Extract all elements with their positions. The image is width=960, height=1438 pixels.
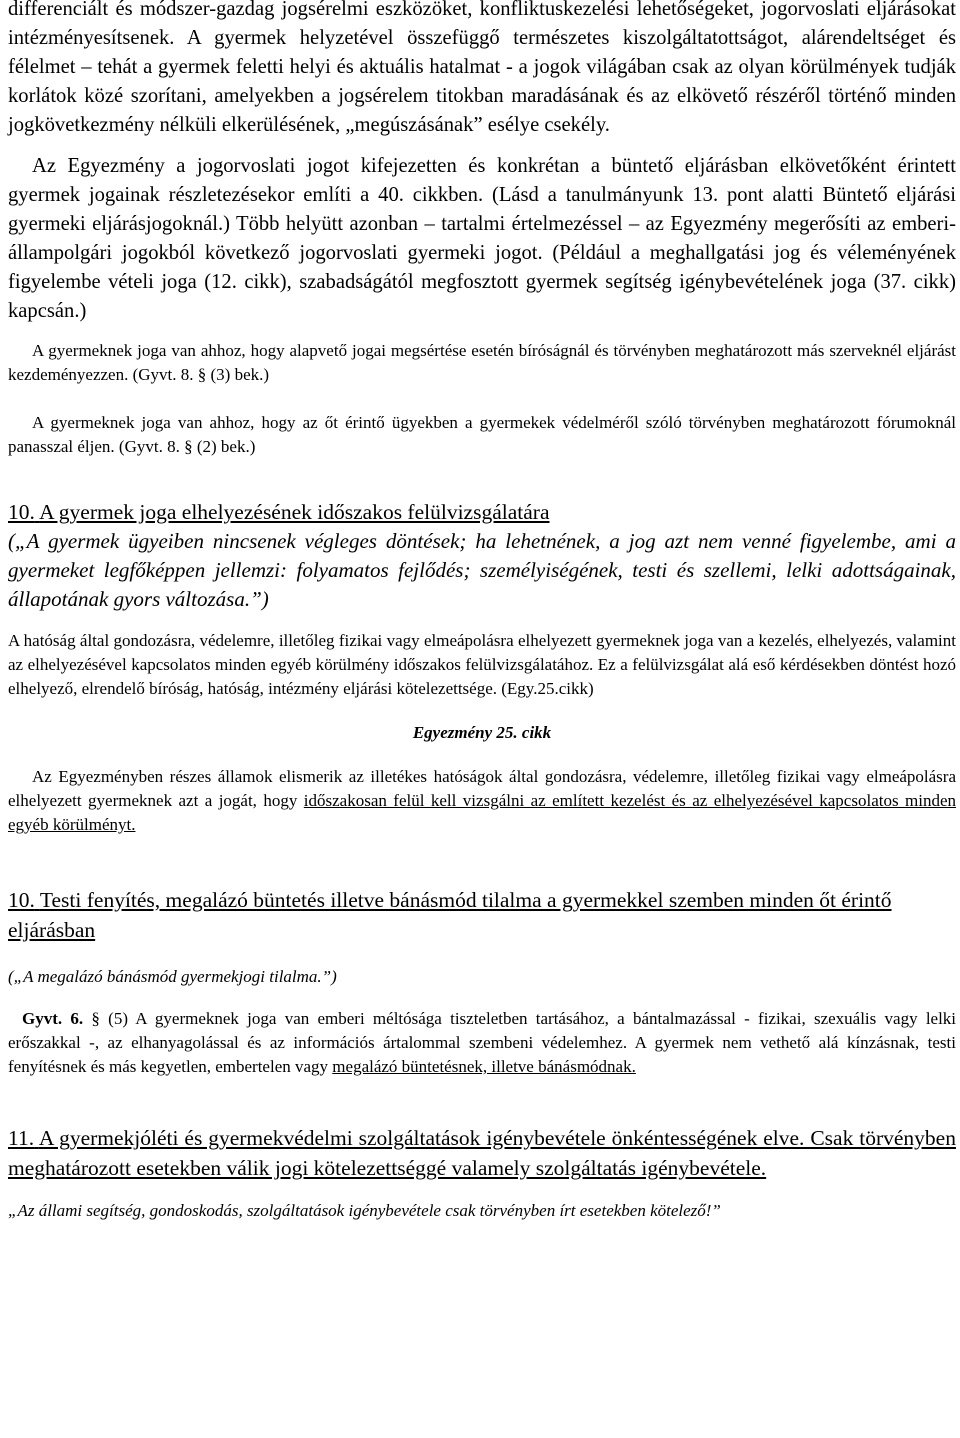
intro-paragraph: differenciált és módszer-gazdag jogsérelmi eszközöket, konfliktuskezelési lehetőségeket, jogorvoslati eljárásokat intézményesítsenek. A gyermek helyzetével összefüggő természetes kiszolgáltatottságot, alárendeltséget és félelmet – tehát a gyermek feletti helyi és aktuális hatalmat - a jogok világában csak az olyan körülmények tudják korlátok közé szorítani, amelyekben a jogsérelem titokban maradásának és az elkövető részéről történő minden jogkövetkezmény nélküli elkerülésének, „megúszásának” esélye csekély. — [8, 0, 956, 136]
article-25-heading: Egyezmény 25. cikk — [412, 723, 552, 742]
gyvt-reference: Gyvt. 6. — [22, 1009, 84, 1028]
section-11-number: 11. — [8, 1126, 35, 1150]
gyvt-quote-1: A gyermeknek joga van ahhoz, hogy alapvető jogai megsértése esetén bíróságnál és törvényben meghatározott más szerveknél eljárást kezdeményezzen. (Gyvt. 8. § (3) bek.) — [8, 341, 956, 384]
gyvt-quote-2: A gyermeknek joga van ahhoz, hogy az őt érintő ügyekben a gyermekek védelméről szóló törvényben meghatározott fórumoknál panasszal éljen. (Gyvt. 8. § (2) bek.) — [8, 413, 956, 456]
section-10b-title: Testi fenyítés, megalázó büntetés illetve bánásmód tilalma a gyermekkel szemben minden őt érintő eljárásban — [8, 888, 892, 942]
section-11-title: A gyermekjóléti és gyermekvédelmi szolgáltatások igénybevétele önkéntességének elve. Csak törvényben meghatározott esetekben válik jogi kötelezettséggé valamely szolgáltatás igénybevétele. — [8, 1126, 956, 1180]
article-25-text-underlined: időszakosan felül kell vizsgálni az említett kezelést és az elhelyezésével kapcsolatos minden egyéb körülményt. — [8, 791, 956, 834]
section-sign: § — [91, 1009, 100, 1028]
section-10a-number: 10. — [8, 500, 35, 524]
section-10b-motto: („A megalázó bánásmód gyermekjogi tilalma.”) — [8, 967, 337, 986]
section-10a-motto: („A gyermek ügyeiben nincsenek végleges döntések; ha lehetnének, a jog azt nem venné figyelembe, ami a gyermeket legfőképpen jellemzi: folyamatos fejlődés; személyiségének, testi és szellemi, lelki adottságainak, állapotának gyors változása.”) — [8, 529, 956, 611]
article-25-text — [8, 765, 956, 837]
section-10b-body-plain: (5) A gyermeknek joga van emberi méltósága tiszteletben tartásához, a bántalmazással - fizikai, szexuális vagy lelki erőszakkal -, az elhanyagolással és az információs ártalommal szembeni védelemhez. A gyermek nem vethető alá kínzásnak, testi fenyítésnek és más kegyetlen, embertelen vagy — [8, 1009, 957, 1076]
section-10b-heading — [8, 885, 956, 945]
section-11-motto: „Az állami segítség, gondoskodás, szolgáltatások igénybevétele csak törvényben írt esetekben kötelező!” — [8, 1201, 721, 1220]
section-10a-heading — [8, 497, 956, 527]
section-10b-number: 10. — [8, 888, 35, 912]
document-page — [8, 0, 956, 1223]
section-10a-title: A gyermek joga elhelyezésének időszakos felülvizsgálatára — [39, 500, 550, 524]
section-10a-body: A hatóság által gondozásra, védelemre, illetőleg fizikai vagy elmeápolásra elhelyezett gyermeknek joga van a kezelés, elhelyezés, valamint az elhelyezésével kapcsolatos minden egyéb körülmény időszakos felülvizsgálatához. Ez a felülvizsgálat alá eső kérdésekben döntést hozó elhelyező, elrendelő bíróság, hatóság, intézmény eljárási kötelezettsége. (Egy.25.cikk) — [8, 631, 956, 698]
article-25-text-plain: Az Egyezményben részes államok elismerik az illetékes hatóságok által gondozásra, védelemre, illetőleg fizikai vagy elmeápolásra elhelyezett gyermeknek azt a jogát, hogy — [8, 767, 956, 810]
section-11-heading — [8, 1123, 956, 1183]
section-10b-body-underlined: megalázó büntetésnek, illetve bánásmódnak. — [332, 1057, 636, 1076]
remedy-paragraph: Az Egyezmény a jogorvoslati jogot kifejezetten és konkrétan a büntető eljárásban elkövetőként érintett gyermek jogainak részletezésekor említi a 40. cikkben. (Lásd a tanulmányunk 13. pont alatti Büntető eljárási gyermeki eljárásjogoknál.) Több helyütt azonban – tartalmi értelmezéssel – az Egyezmény megerősíti az emberi-állampolgári jogokból következő jogorvoslati gyermeki jogot. (Például a meghallgatási jog és véleményének figyelembe vételi joga (12. cikk), szabadságától megfosztott gyermek segítség igénybevételének joga (37. cikk) kapcsán.) — [8, 155, 956, 322]
section-10b-body — [8, 1007, 956, 1079]
